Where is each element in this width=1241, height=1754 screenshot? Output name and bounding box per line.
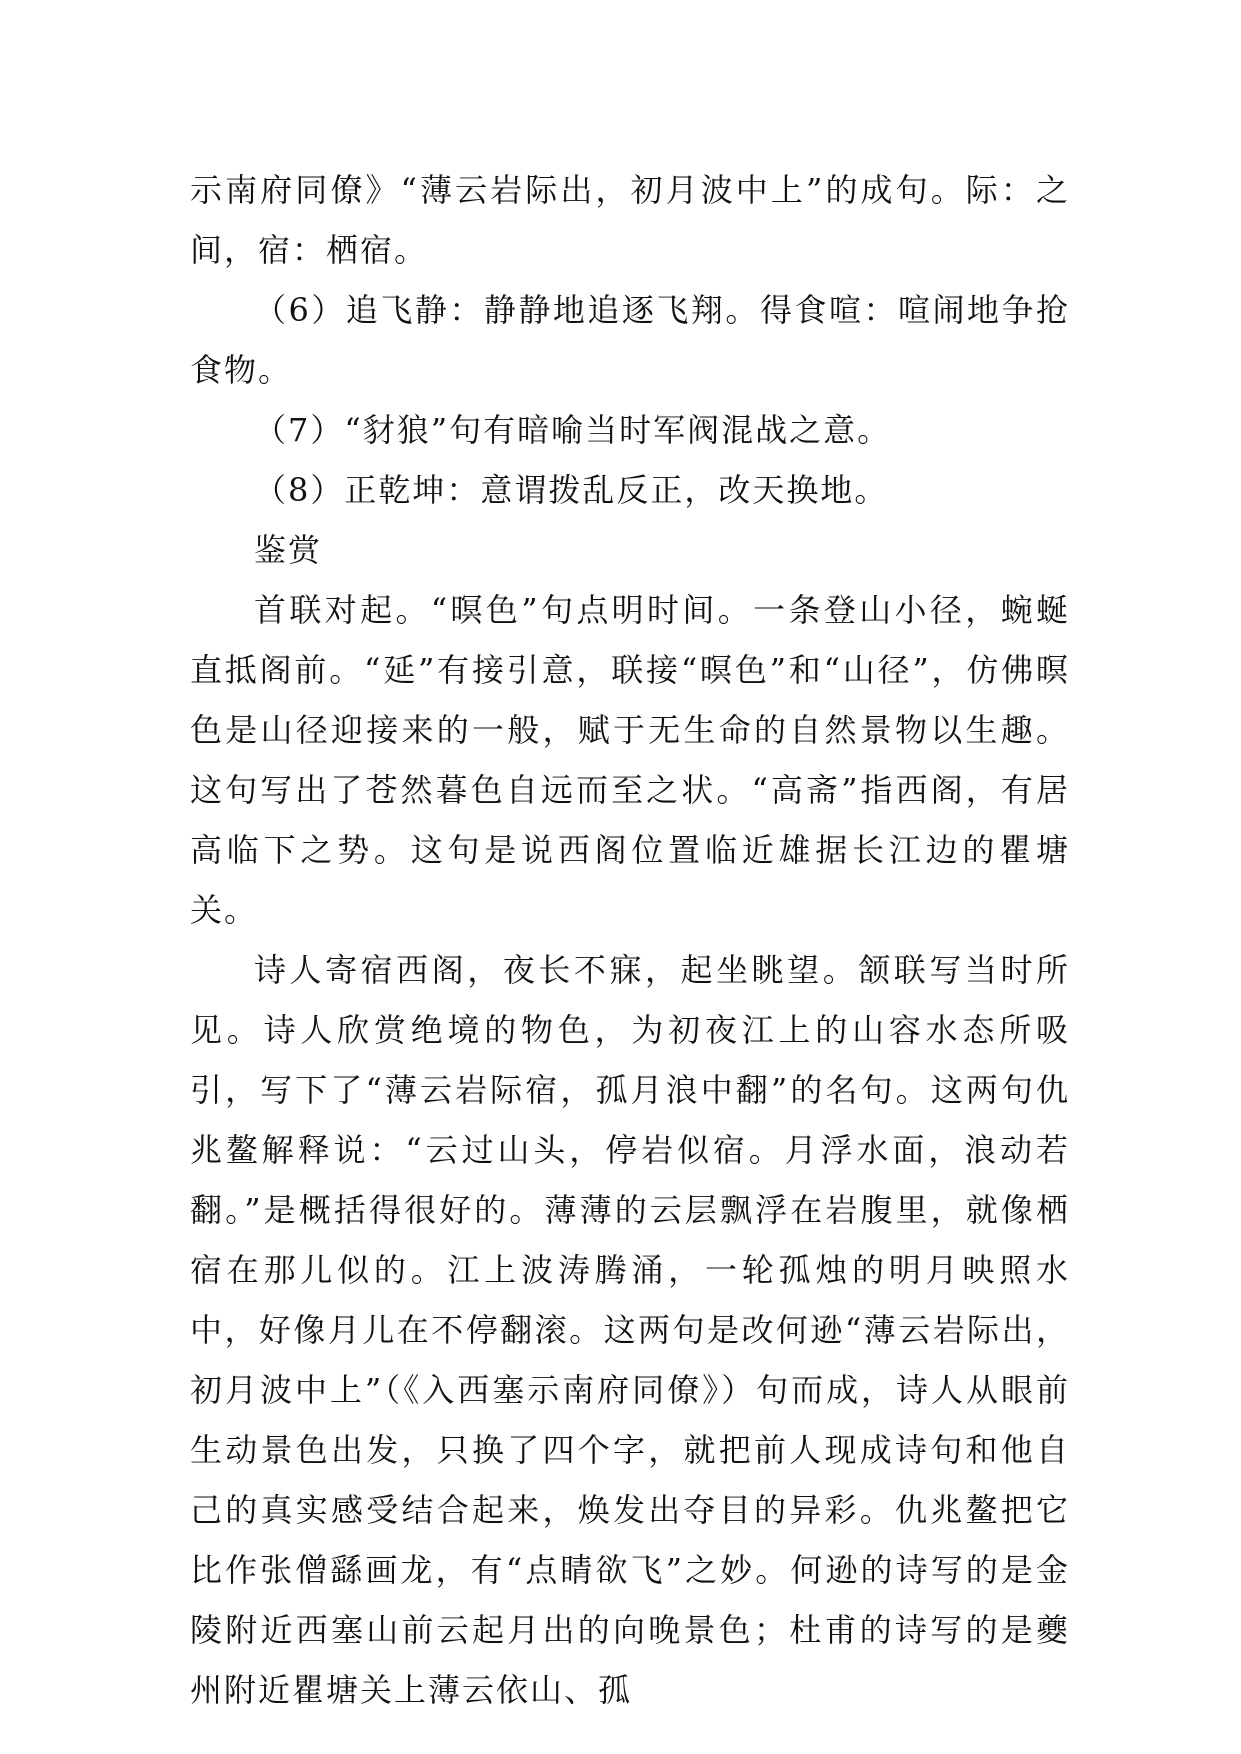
paragraph-appreciation-1: 首联对起。“暝色”句点明时间。一条登山小径，蜿蜒直抵阁前。“延”有接引意，联接“暝色”和“山径”，仿佛暝色是山径迎接来的一般，赋于无生命的自然景物以生趣。这句写出了苍然暮色自远而至之状。“高斋”指西阁，有居高临下之势。这句是说西阁位置临近雄据长江边的瞿塘关。: [190, 591, 1070, 929]
paragraph-note-6: （6）追飞静：静静地追逐飞翔。得食喧：喧闹地争抢食物。: [190, 291, 1070, 389]
document-body: [190, 160, 1070, 1720]
paragraph-note-8: （8）正乾坤：意谓拨乱反正，改天换地。: [254, 471, 889, 509]
paragraph-appreciation-2: 诗人寄宿西阁，夜长不寐，起坐眺望。颔联写当时所见。诗人欣赏绝境的物色，为初夜江上的山容水态所吸引，写下了“薄云岩际宿，孤月浪中翻”的名句。这两句仇兆鳌解释说：“云过山头，停岩似宿。月浮水面，浪动若翻。”是概括得很好的。薄薄的云层飘浮在岩腹里，就像栖宿在那儿似的。江上波涛腾涌，一轮孤烛的明月映照水中，好像月儿在不停翻滚。这两句是改何逊“薄云岩际出，初月波中上”（《入西塞示南府同僚》）句而成，诗人从眼前生动景色出发，只换了四个字，就把前人现成诗句和他自己的真实感受结合起来，焕发出夺目的异彩。仇兆鳌把它比作张僧繇画龙，有“点睛欲飞”之妙。何逊的诗写的是金陵附近西塞山前云起月出的向晚景色；杜甫的诗写的是夔州附近瞿塘关上薄云依山、孤: [190, 951, 1070, 1709]
paragraph-note-7: （7）“豺狼”句有暗喻当时军阀混战之意。: [254, 411, 892, 449]
paragraph-note-5-continued: 示南府同僚》“薄云岩际出，初月波中上”的成句。际：之间，宿：栖宿。: [190, 171, 1070, 269]
section-heading-appreciation: 鉴赏: [254, 531, 323, 569]
